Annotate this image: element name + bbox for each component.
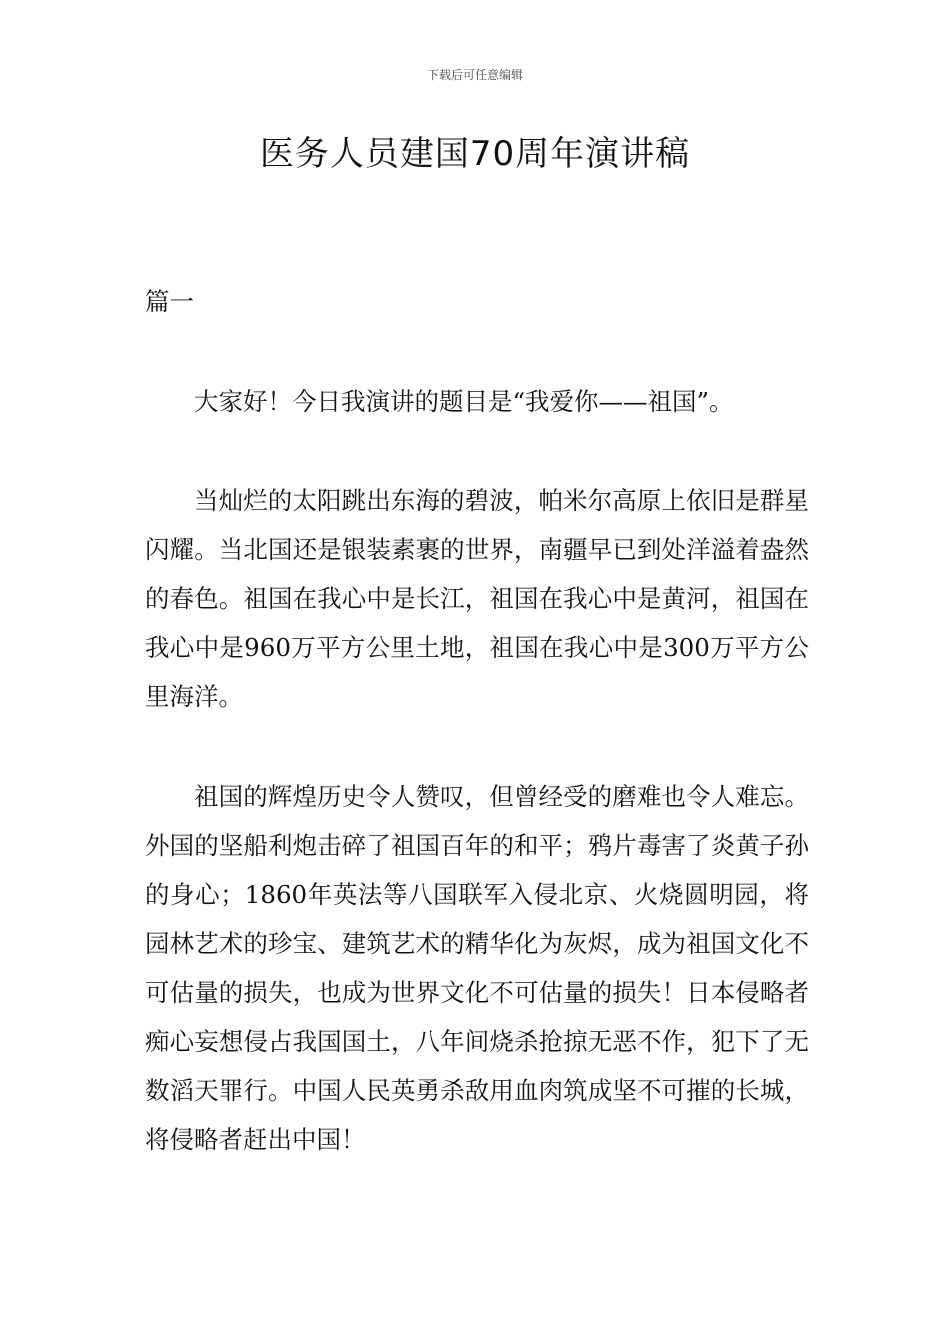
document-title: 医务人员建国70周年演讲稿 <box>259 134 691 174</box>
section-label: 篇一 <box>145 287 194 316</box>
paragraph-homeland: 当灿烂的太阳跳出东海的碧波，帕米尔高原上依旧是群星闪耀。当北国还是银装素裹的世界，南疆早已到处洋溢着盎然的春色。祖国在我心中是长江，祖国在我心中是黄河，祖国在我心中是960万平方公里土地，祖国在我心中是300万平方公里海洋。 <box>145 486 809 711</box>
paragraph-greeting: 大家好！今日我演讲的题目是“我爱你——祖国”。 <box>194 387 734 416</box>
header-note: 下载后可任意编辑 <box>426 68 523 82</box>
paragraph-history: 祖国的辉煌历史令人赞叹，但曾经受的磨难也令人难忘。外国的坚船利炮击碎了祖国百年的和平；鸦片毒害了炎黄子孙的身心；1860年英法等八国联军入侵北京、火烧圆明园，将园林艺术的珍宝、建筑艺术的精华化为灰烬，成为祖国文化不可估量的损失，也成为世界文化不可估量的损失！日本侵略者痴心妄想侵占我国国土，八年间烧杀抢掠无恶不作，犯下了无数滔天罪行。中国人民英勇杀敌用血肉筑成坚不可摧的长城，将侵略者赶出中国！ <box>145 782 809 1154</box>
